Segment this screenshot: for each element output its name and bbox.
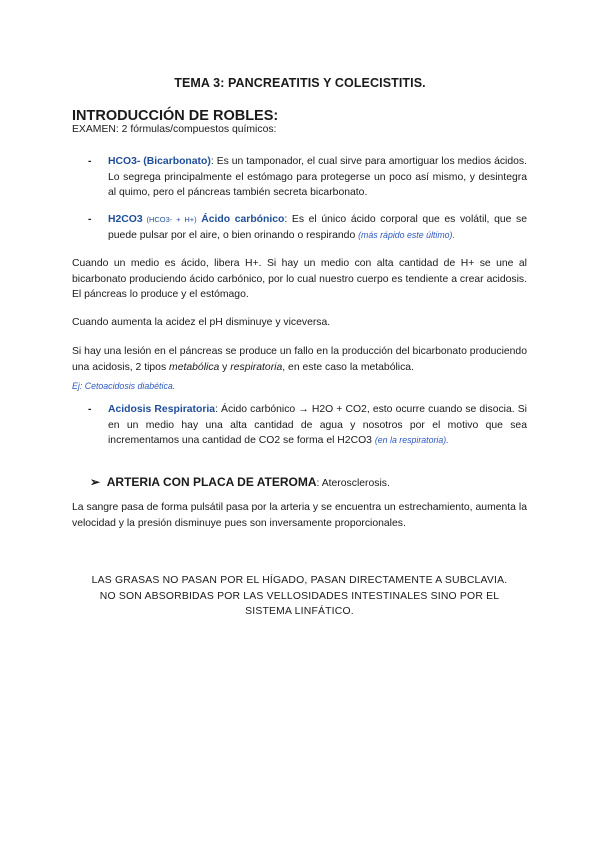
acido-note: (más rápido este último). bbox=[358, 229, 455, 240]
acidosis-note: (en la respiratoria). bbox=[374, 435, 449, 445]
term-acidosis-respiratoria: Acidosis Respiratoria bbox=[108, 404, 216, 415]
lesion-text-a: Si hay una lesión en el páncreas se produce un fallo en la producción del bicarbonato produciendo una acidosis, 2 tipos bbox=[72, 346, 527, 373]
term-h2co3: H2CO3 bbox=[108, 214, 143, 225]
arrow-marker-icon: ➢ bbox=[90, 475, 101, 489]
lesion-em-metabolica: metabólica bbox=[169, 361, 220, 373]
acido-description: : Es el único ácido corporal que es volátil, que se puede pulsar por el aire, o bien orinando o respirando bbox=[108, 214, 527, 241]
paragraph-acid: Cuando un medio es ácido, libera H+. Si hay un medio con alta cantidad de H+ se une al bicarbonato produciendo ácido carbónico, por lo cual nuestro cuerpo es tendiente a crear acidosis. El páncreas lo produce y el estómago. bbox=[72, 258, 527, 300]
bullet-acido-carbonico bbox=[88, 212, 527, 243]
bullet-text bbox=[108, 402, 527, 449]
acidosis-description: : Ácido carbónico → H2O + CO2, esto ocurre cuando se disocia. Si en un medio hay una alta cantidad de agua y nosotros por el motivo que sea incrementamos una cantidad de CO2 se forma el H2CO3 bbox=[108, 404, 527, 446]
paragraph-arteria: La sangre pasa de forma pulsátil pasa por la arteria y se encuentra un estrechamiento, aumenta la velocidad y la presión disminuye pues son inversamente proporcionales. bbox=[72, 502, 527, 529]
lesion-text-c: , en este caso la metabólica. bbox=[282, 361, 414, 373]
paragraph-lesion bbox=[72, 344, 527, 375]
document-title: TEMA 3: PANCREATITIS Y COLECISTITIS. bbox=[174, 76, 426, 90]
bullet-bicarbonato bbox=[88, 154, 527, 201]
term-bicarbonato: HCO3- (Bicarbonato) bbox=[108, 156, 211, 167]
caps-line-3: SISTEMA LINFÁTICO. bbox=[245, 606, 354, 617]
section-heading: INTRODUCCIÓN DE ROBLES: bbox=[72, 108, 279, 124]
bullet-acidosis-respiratoria bbox=[88, 402, 527, 449]
lesion-text-b: y bbox=[219, 361, 231, 373]
bullet-dash: - bbox=[88, 404, 92, 415]
formula-note: (HCO3- + H+) bbox=[142, 215, 197, 224]
caps-note bbox=[72, 573, 527, 620]
lesion-em-respiratoria: respiratoria bbox=[230, 361, 283, 373]
caps-line-1: LAS GRASAS NO PASAN POR EL HÍGADO, PASAN DIRECTAMENTE A SUBCLAVIA. bbox=[91, 575, 508, 586]
arteria-title: ARTERIA CON PLACA DE ATEROMA bbox=[106, 475, 317, 489]
bullet-dash: - bbox=[88, 156, 92, 167]
bicarbonato-description: : Es un tamponador, el cual sirve para amortiguar los medios ácidos. Lo segrega principalmente el estómago para protegerse un poco así mismo, y desintegra al quimo, pero el páncreas también secreta bicarbonato. bbox=[108, 156, 528, 198]
bullet-text bbox=[108, 154, 527, 201]
bullet-text bbox=[108, 212, 527, 243]
exam-line: EXAMEN: 2 fórmulas/compuestos químicos: bbox=[72, 124, 277, 135]
example-note-row bbox=[72, 376, 527, 394]
bullet-dash: - bbox=[88, 214, 92, 225]
term-acido-carbonico: Ácido carbónico bbox=[201, 214, 285, 225]
arteria-subtitle: : Aterosclerosis. bbox=[316, 478, 390, 489]
caps-line-2: NO SON ABSORBIDAS POR LAS VELLOSIDADES INTESTINALES SINO POR EL bbox=[99, 590, 500, 602]
paragraph-ph: Cuando aumenta la acidez el pH disminuye y viceversa. bbox=[72, 317, 331, 328]
example-note: Ej: Cetoacidosis diabética. bbox=[72, 381, 176, 391]
arteria-heading bbox=[90, 475, 390, 489]
